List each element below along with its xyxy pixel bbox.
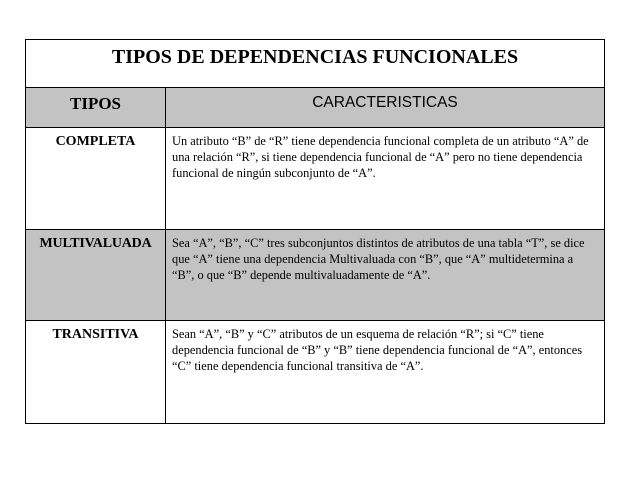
table-row-transitiva [26,321,604,423]
dependencies-table [25,39,605,424]
table-row-multivaluada [26,230,604,321]
table-header-row [26,88,604,128]
header-caracteristicas: CARACTERISTICAS [312,94,458,111]
table-row-completa [26,128,604,230]
row-desc-multivaluada: Sea “A”, “B”, “C” tres subconjuntos distintos de atributos de una tabla “T”, se dice que “A” tiene una dependencia Multivaluada con “B”, que “A” multidetermina a “B”, o que “B” depende multivaluadamente de “A”. [172,236,585,282]
table-title: TIPOS DE DEPENDENCIAS FUNCIONALES [26,40,604,88]
row-desc-transitiva: Sean “A”, “B” y “C” atributos de un esquema de relación “R”; si “C” tiene dependencia funcional de “B” y “B” tiene dependencia funcional de “A”, entonces “C” tiene dependencia funcional transitiva de “A”. [172,327,583,373]
row-desc-completa: Un atributo “B” de “R” tiene dependencia funcional completa de un atributo “A” de una relación “R”, si tiene dependencia funcional de “A” pero no tiene dependencia funcional de ningún subconjunto de “A”. [172,134,589,180]
row-type-multivaluada: MULTIVALUADA [26,230,166,320]
header-tipos: TIPOS [26,88,166,127]
row-type-completa: COMPLETA [26,128,166,229]
row-type-transitiva: TRANSITIVA [26,321,166,423]
table-body [26,88,604,423]
